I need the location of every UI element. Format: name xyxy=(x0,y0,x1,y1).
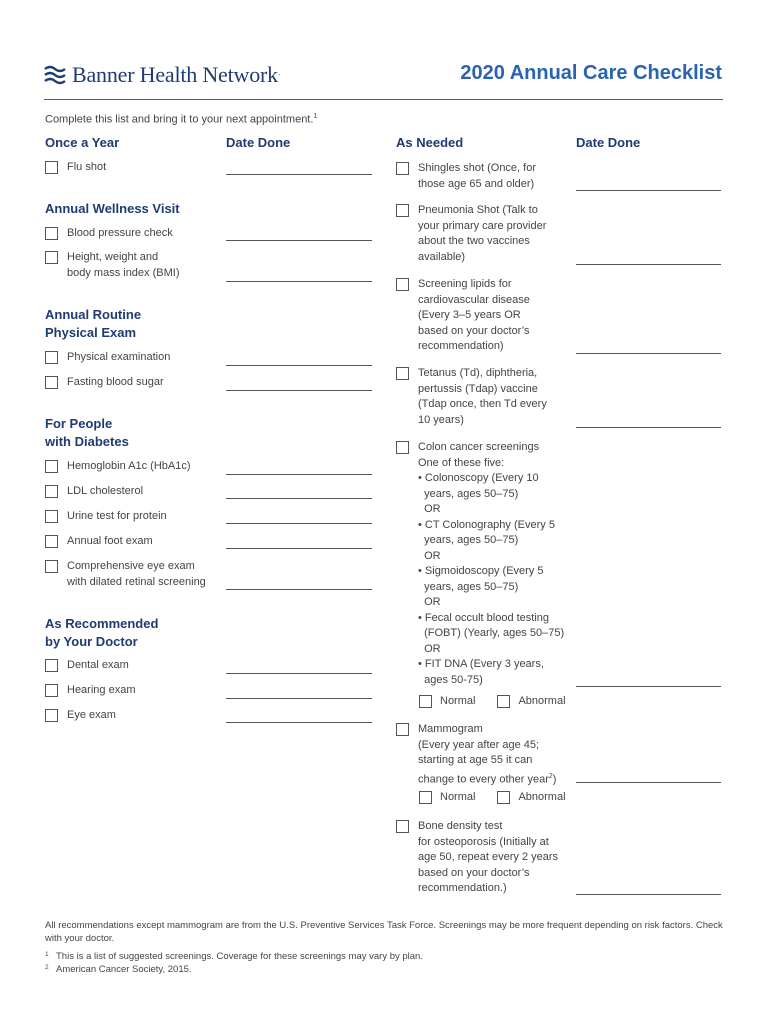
footnote-1: 1 This is a list of suggested screenings. Coverage for these screenings may vary by plan. xyxy=(45,951,423,962)
checklist-item: Dental exam xyxy=(45,658,129,674)
date-line[interactable] xyxy=(226,281,372,282)
foot-exam-checkbox[interactable] xyxy=(45,535,58,548)
mammogram-result-options: Normal Abnormal xyxy=(419,790,566,806)
colon-result-options: Normal Abnormal xyxy=(419,694,566,710)
heading-routine: Annual Routine Physical Exam xyxy=(45,307,142,340)
date-line[interactable] xyxy=(576,427,721,428)
footer-note: All recommendations except mammogram are from the U.S. Preventive Services Task Force. Screenings may be more frequent depending on risk factors. Check with your doctor. xyxy=(45,920,723,944)
checklist-item: Screening lipids for cardiovascular disease (Every 3–5 years OR based on your doctor’s recommendation) xyxy=(396,277,530,355)
date-line[interactable] xyxy=(226,589,372,590)
date-line[interactable] xyxy=(226,523,372,524)
mammogram-normal-checkbox[interactable] xyxy=(419,791,432,804)
checklist-item: Hearing exam xyxy=(45,683,135,699)
brand-name: Banner Health Network xyxy=(72,62,278,87)
checklist-item: Annual foot exam xyxy=(45,534,153,550)
heading-wellness: Annual Wellness Visit xyxy=(45,201,180,216)
colon-normal-checkbox[interactable] xyxy=(419,695,432,708)
date-line[interactable] xyxy=(226,474,372,475)
checklist-item: Height, weight and body mass index (BMI) xyxy=(45,250,179,281)
heading-diabetes: For People with Diabetes xyxy=(45,416,129,449)
date-line[interactable] xyxy=(226,548,372,549)
ldl-checkbox[interactable] xyxy=(45,485,58,498)
date-line[interactable] xyxy=(226,722,372,723)
date-line[interactable] xyxy=(576,894,721,895)
blood-pressure-checkbox[interactable] xyxy=(45,227,58,240)
date-line[interactable] xyxy=(226,240,372,241)
date-line[interactable] xyxy=(226,174,372,175)
header-rule xyxy=(44,99,723,100)
checklist-item: Comprehensive eye exam with dilated retinal screening xyxy=(45,559,206,590)
date-line[interactable] xyxy=(226,365,372,366)
brand-logo: Banner Health Network . xyxy=(44,62,280,88)
footnote-2: 2 American Cancer Society, 2015. xyxy=(45,964,192,975)
date-line[interactable] xyxy=(576,353,721,354)
eye-exam-checkbox[interactable] xyxy=(45,709,58,722)
hearing-exam-checkbox[interactable] xyxy=(45,684,58,697)
intro-text: Complete this list and bring it to your next appointment.$^1$ xyxy=(45,113,318,126)
date-line[interactable] xyxy=(576,686,721,687)
checklist-item: Hemoglobin A1c (HbA1c) xyxy=(45,459,191,475)
physical-exam-checkbox[interactable] xyxy=(45,351,58,364)
date-line[interactable] xyxy=(226,673,372,674)
eye-exam-dilated-checkbox[interactable] xyxy=(45,560,58,573)
colon-abnormal-checkbox[interactable] xyxy=(497,695,510,708)
flu-shot-checkbox[interactable] xyxy=(45,161,58,174)
checklist-item: Flu shot xyxy=(45,160,106,176)
checklist-item: Tetanus (Td), diphtheria, pertussis (Tdap) vaccine (Tdap once, then Td every 10 years) xyxy=(396,366,547,428)
heading-date-done-right: Date Done xyxy=(576,135,641,150)
checklist-item: Blood pressure check xyxy=(45,226,173,242)
mammogram-checkbox[interactable] xyxy=(396,723,409,736)
tetanus-checkbox[interactable] xyxy=(396,367,409,380)
date-line[interactable] xyxy=(226,698,372,699)
checklist-item: Eye exam xyxy=(45,708,116,724)
heading-date-done-left: Date Done xyxy=(226,135,291,150)
fasting-blood-sugar-checkbox[interactable] xyxy=(45,376,58,389)
date-line[interactable] xyxy=(576,264,721,265)
bmi-checkbox[interactable] xyxy=(45,251,58,264)
heading-recommended: As Recommended by Your Doctor xyxy=(45,616,159,649)
urine-test-checkbox[interactable] xyxy=(45,510,58,523)
date-line[interactable] xyxy=(576,190,721,191)
checklist-item: Colon cancer screenings One of these five: • Colonoscopy (Every 10 years, ages 50–75) OR • CT Colonography (Every 5 years, ages 50–75) OR • Sigmoidoscopy (Every 5 years, ages 50–75) OR • Fecal occult blood testing (FOBT) (Yearly, ages 50–75) OR • FIT DNA (Every 3 years, ages 50-75) xyxy=(396,440,564,688)
checklist-item: LDL cholesterol xyxy=(45,484,143,500)
document-title: 2020 Annual Care Checklist xyxy=(460,62,722,84)
mammogram-abnormal-checkbox[interactable] xyxy=(497,791,510,804)
colon-cancer-checkbox[interactable] xyxy=(396,441,409,454)
dental-exam-checkbox[interactable] xyxy=(45,659,58,672)
checklist-item: Pneumonia Shot (Talk to your primary care provider about the two vaccines available) xyxy=(396,203,546,265)
shingles-checkbox[interactable] xyxy=(396,162,409,175)
banner-wave-icon xyxy=(44,64,66,86)
date-line[interactable] xyxy=(576,782,721,783)
checklist-item: Mammogram (Every year after age 45; starting at age 55 it can change to every other year$^2$) xyxy=(396,722,556,788)
heading-as-needed: As Needed xyxy=(396,135,464,150)
hba1c-checkbox[interactable] xyxy=(45,460,58,473)
date-line[interactable] xyxy=(226,498,372,499)
checklist-item: Urine test for protein xyxy=(45,509,167,525)
date-line[interactable] xyxy=(226,390,372,391)
checklist-item: Shingles shot (Once, for those age 65 and older) xyxy=(396,161,536,192)
checklist-item: Physical examination xyxy=(45,350,170,366)
heading-once-a-year: Once a Year xyxy=(45,135,120,150)
bone-density-checkbox[interactable] xyxy=(396,820,409,833)
pneumonia-checkbox[interactable] xyxy=(396,204,409,217)
lipids-checkbox[interactable] xyxy=(396,278,409,291)
checklist-item: Fasting blood sugar xyxy=(45,375,164,391)
checklist-item: Bone density test for osteoporosis (Initially at age 50, repeat every 2 years based on your doctor’s recommendation.) xyxy=(396,819,558,897)
